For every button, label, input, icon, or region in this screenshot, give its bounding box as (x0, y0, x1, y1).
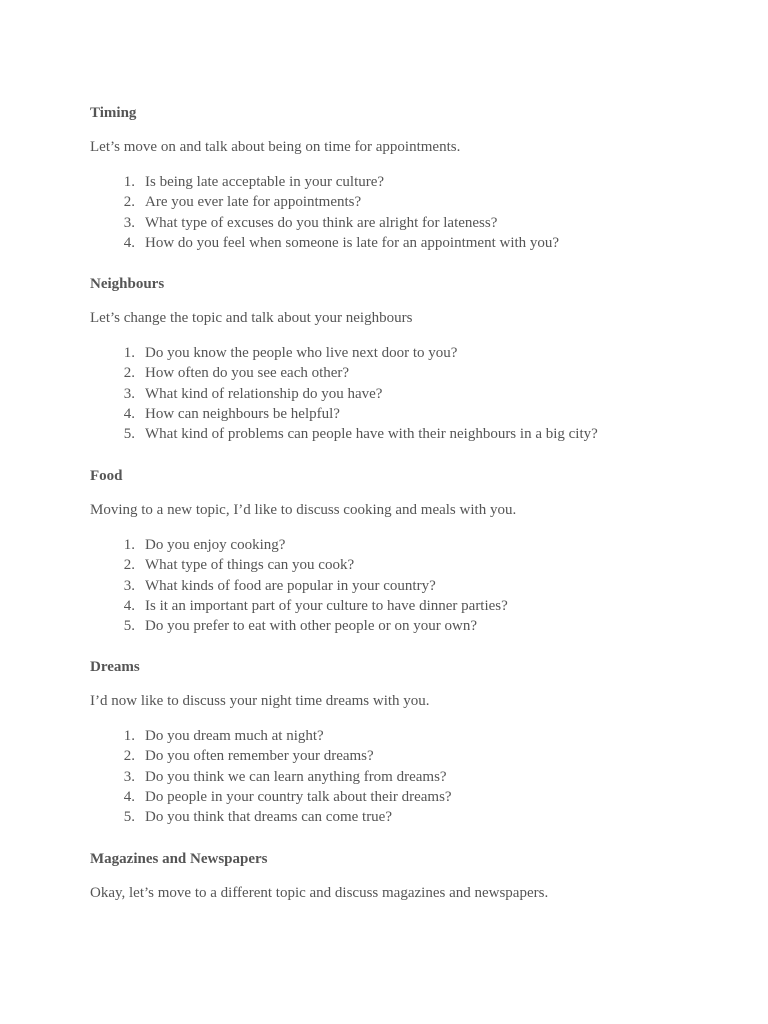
section-timing (90, 104, 730, 253)
question-text: Do you prefer to eat with other people or on your own? (145, 618, 477, 635)
section-intro: Moving to a new topic, I’d like to discuss cooking and meals with you. (90, 502, 517, 518)
section-neighbours (90, 275, 730, 444)
section-heading: Food (90, 468, 123, 484)
list-item: 3 . Do you think we can learn anything from dreams? (90, 767, 730, 787)
question-list (90, 726, 730, 827)
question-text: How can neighbours be helpful? (145, 405, 340, 422)
list-item: 4 . Is it an important part of your culture to have dinner parties? (90, 596, 730, 616)
question-text: Do people in your country talk about their dreams? (145, 788, 452, 805)
question-text: How often do you see each other? (145, 365, 350, 382)
question-list (90, 343, 730, 444)
list-item: 5 . What kind of problems can people have with their neighbours in a big city? (90, 424, 730, 444)
list-item: 2 . Do you often remember your dreams? (90, 746, 730, 766)
section-food (90, 467, 730, 636)
question-text: How do you feel when someone is late for an appointment with you? (145, 234, 560, 251)
question-text: Is being late acceptable in your culture? (145, 174, 385, 190)
list-item: 2 . How often do you see each other? (90, 363, 730, 383)
section-heading: Magazines and Newspapers (90, 851, 268, 867)
question-text: What kind of problems can people have with their neighbours in a big city? (145, 426, 598, 443)
section-dreams (90, 658, 730, 827)
question-text: Do you often remember your dreams? (145, 748, 374, 765)
section-magazines-and-newspapers (90, 850, 730, 902)
list-item: 4 . Do people in your country talk about their dreams? (90, 787, 730, 807)
list-item: 4 . How can neighbours be helpful? (90, 404, 730, 424)
section-heading: Dreams (90, 659, 140, 675)
question-text: Is it an important part of your culture to have dinner parties? (145, 597, 508, 614)
list-item: 1 . Is being late acceptable in your culture? (90, 172, 730, 192)
section-intro: Let’s move on and talk about being on time for appointments. (90, 139, 461, 155)
question-text: Do you know the people who live next door to you? (145, 345, 458, 361)
question-text: What type of things can you cook? (145, 557, 355, 574)
list-item: 1 . Do you enjoy cooking? (90, 535, 730, 555)
list-item: 2 . What type of things can you cook? (90, 555, 730, 575)
section-intro: Let’s change the topic and talk about your neighbours (90, 310, 413, 326)
question-text: What kinds of food are popular in your country? (145, 577, 436, 594)
section-heading: Neighbours (90, 276, 165, 292)
section-heading: Timing (90, 105, 137, 121)
question-list (90, 535, 730, 636)
question-text: What type of excuses do you think are alright for lateness? (145, 214, 498, 231)
question-text: Do you think we can learn anything from dreams? (145, 768, 447, 785)
question-text: Do you dream much at night? (145, 728, 324, 744)
question-text: Do you enjoy cooking? (145, 537, 286, 553)
question-list (90, 172, 730, 253)
section-intro: Okay, let’s move to a different topic and discuss magazines and newspapers. (90, 885, 549, 901)
question-text: What kind of relationship do you have? (145, 385, 383, 402)
list-item: 3 . What type of excuses do you think are alright for lateness? (90, 213, 730, 233)
section-intro: I’d now like to discuss your night time dreams with you. (90, 693, 430, 709)
question-text: Are you ever late for appointments? (145, 194, 362, 211)
list-item: 1 . Do you know the people who live next door to you? (90, 343, 730, 363)
list-item: 1 . Do you dream much at night? (90, 726, 730, 746)
list-item: 3 . What kinds of food are popular in your country? (90, 576, 730, 596)
list-item: 5 . Do you think that dreams can come true? (90, 807, 730, 827)
list-item: 4 . How do you feel when someone is late for an appointment with you? (90, 233, 730, 253)
list-item: 5 . Do you prefer to eat with other people or on your own? (90, 616, 730, 636)
question-text: Do you think that dreams can come true? (145, 809, 393, 826)
list-item: 3 . What kind of relationship do you have? (90, 384, 730, 404)
list-item: 2 . Are you ever late for appointments? (90, 192, 730, 212)
